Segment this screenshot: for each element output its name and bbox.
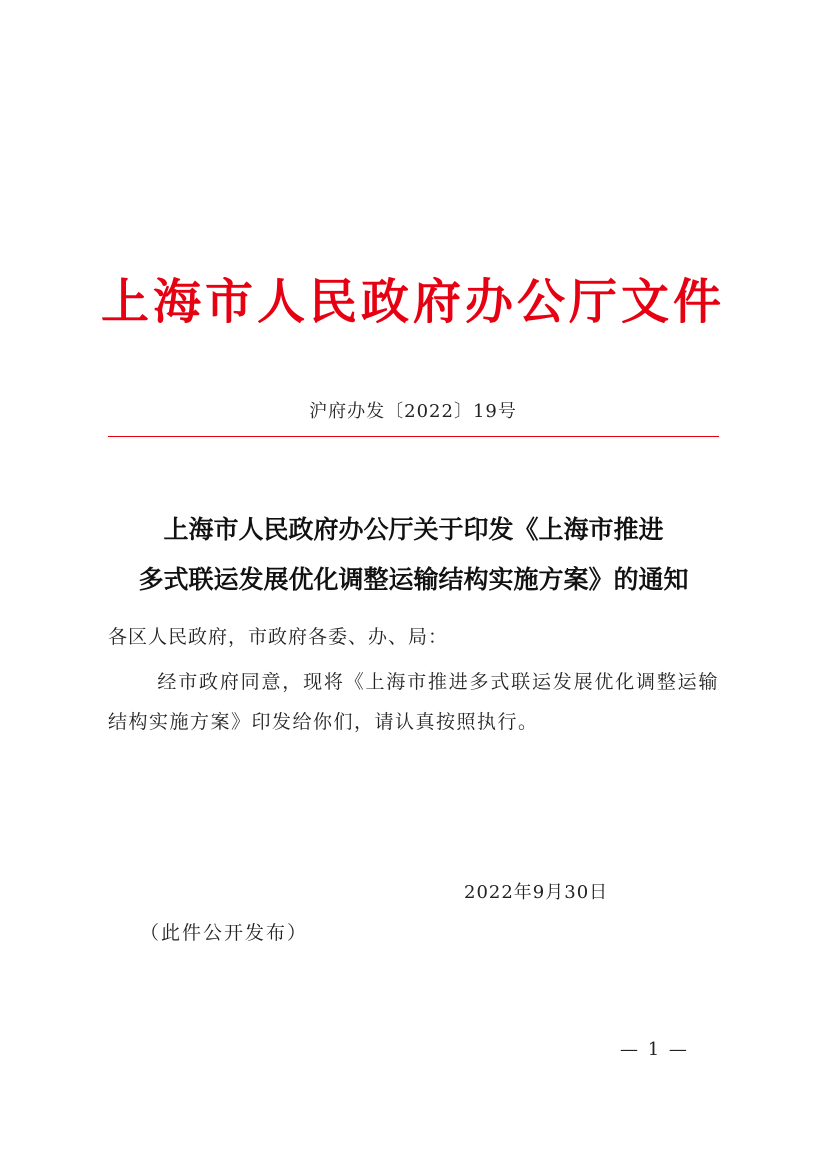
notice-title <box>108 505 719 605</box>
publish-note: （此件公开发布） <box>140 922 309 944</box>
notice-title-line-1: 上海市人民政府办公厅关于印发《上海市推进 <box>163 515 664 544</box>
page-number: — 1 — <box>620 1039 689 1060</box>
issue-date: 2022年9月30日 <box>464 882 609 903</box>
red-divider-line <box>108 436 719 437</box>
notice-title-line-2: 多式联运发展优化调整运输结构实施方案》的通知 <box>138 565 689 594</box>
issuer-header-title: 上海市人民政府办公厅文件 <box>100 274 725 330</box>
body-paragraph: 经市政府同意，现将《上海市推进多式联运发展优化调整运输结构实施方案》印发给你们，请认真按照执行。 <box>108 671 719 733</box>
addressee-line: 各区人民政府，市政府各委、办、局： <box>108 626 449 648</box>
document-number: 沪府办发〔2022〕19号 <box>309 401 517 422</box>
